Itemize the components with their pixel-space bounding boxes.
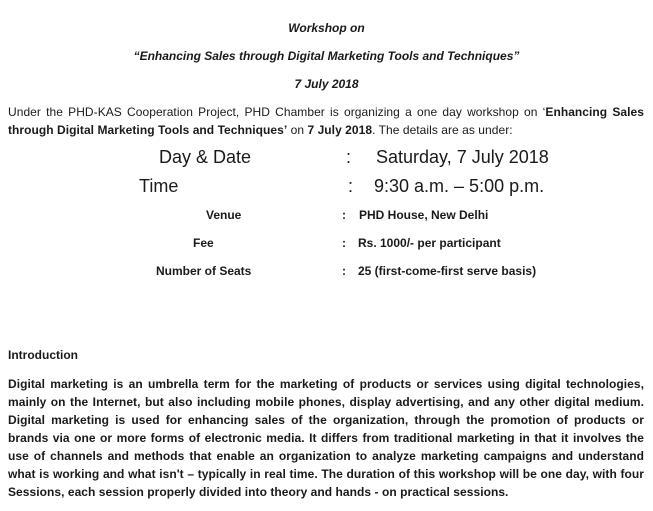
detail-value-day-date: Saturday, 7 July 2018	[376, 147, 549, 167]
intro-text-date: 7 July 2018	[307, 123, 373, 137]
workshop-title: “Enhancing Sales through Digital Marketing Tools and Techniques”	[133, 49, 520, 63]
detail-row-day-date	[0, 147, 653, 171]
intro-text-3: on	[287, 123, 308, 137]
detail-value-time: 9:30 a.m. – 5:00 p.m.	[374, 176, 545, 196]
detail-separator: :	[342, 208, 346, 222]
detail-label-time: Time	[139, 176, 179, 196]
detail-separator: :	[342, 236, 346, 250]
detail-row-seats	[0, 264, 653, 288]
detail-label-venue: Venue	[206, 208, 242, 222]
intro-text-1: Under the PHD-KAS Cooperation Project, PHD Chamber is organizing a one day workshop on ‘	[8, 105, 546, 119]
detail-label-seats: Number of Seats	[156, 264, 252, 278]
detail-value-seats: 25 (first-come-first serve basis)	[358, 264, 537, 278]
workshop-date: 7 July 2018	[294, 77, 359, 91]
introduction-heading: Introduction	[8, 348, 78, 362]
detail-separator: :	[346, 147, 352, 167]
detail-value-fee: Rs. 1000/- per participant	[358, 236, 501, 250]
intro-paragraph	[8, 103, 644, 139]
detail-separator: :	[342, 264, 346, 278]
detail-value-venue: PHD House, New Delhi	[359, 208, 489, 222]
intro-text-5: . The details are as under:	[372, 123, 513, 137]
introduction-body: Digital marketing is an umbrella term for the marketing of products or services using digital technologies, mainly on the Internet, but also including mobile phones, display advertising, and any other digital medium. Digital marketing is used for enhancing sales of the organization, through the promotion of products or brands via one or more forms of electronic media. It differs from traditional marketing in that it involves the use of channels and methods that enable an organization to analyze marketing campaigns and understand what is working and what isn't – typically in real time. The duration of this workshop will be one day, with four Sessions, each session properly divided into theory and hands - on practical sessions.	[8, 377, 644, 499]
detail-label-fee: Fee	[193, 236, 214, 250]
detail-label-day-date: Day & Date	[159, 147, 252, 167]
detail-row-venue	[0, 208, 653, 232]
intro-text-title: Enhancing Sales through Digital Marketing Tools and Techniques’	[8, 105, 644, 137]
workshop-label: Workshop on	[288, 21, 365, 35]
detail-row-fee	[0, 236, 653, 260]
detail-separator: :	[348, 176, 354, 196]
detail-row-time	[0, 176, 653, 200]
